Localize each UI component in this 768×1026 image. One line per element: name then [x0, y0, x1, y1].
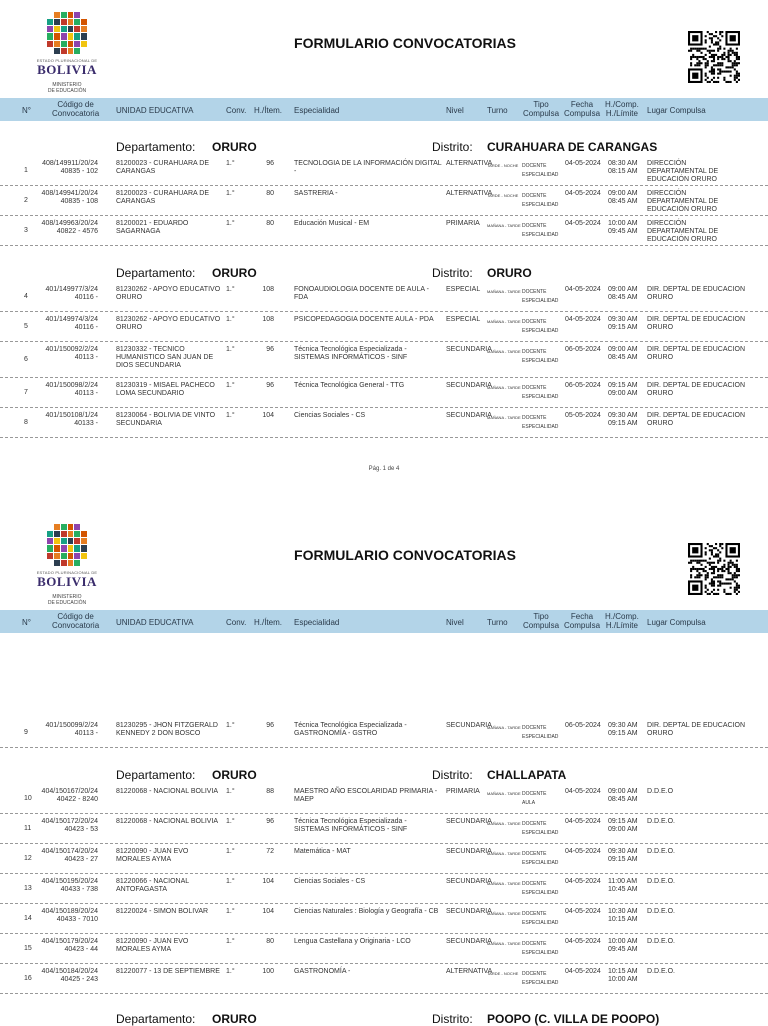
- cell-unidad: 81220024 - SIMON BOLIVAR: [116, 908, 209, 915]
- cell-lugar: DIR. DEPTAL DE EDUCACION ORURO: [647, 316, 746, 331]
- logo-ministerio: MINISTERIO DE EDUCACIÓN: [47, 82, 87, 94]
- table-row: [0, 904, 768, 934]
- cell-lugar: DIRECCIÓN DEPARTAMENTAL DE EDUCACIÓN ORURO: [647, 160, 719, 183]
- cell-hitem: 72: [266, 848, 274, 855]
- cell-hcomp: 10:00 AM 09:45 AM: [608, 938, 638, 953]
- cell-hcomp: 09:00 AM 08:45 AM: [608, 190, 638, 205]
- cell-fecha: 04-05-2024: [565, 878, 601, 885]
- header-fecha: Fecha Compulsa: [564, 100, 601, 118]
- cell-conv: 1.°: [226, 908, 235, 915]
- cell-codigo: 404/150179/20/24 40423 - 44: [41, 938, 98, 953]
- cell-turno: MAÑANA - TARDE: [487, 319, 521, 324]
- cell-lugar: D.D.E.O.: [647, 908, 676, 915]
- cell-lugar: D.D.E.O: [647, 788, 674, 795]
- cell-tipo: DOCENTE ESPECIALIDAD: [522, 385, 559, 400]
- cell-codigo: 404/150195/20/24 40433 - 738: [41, 878, 98, 893]
- cell-conv: 1.°: [226, 316, 235, 323]
- cell-tipo: DOCENTE ESPECIALIDAD: [522, 725, 559, 740]
- logo-bolivia: BOLIVIA: [37, 62, 97, 77]
- cell-especialidad: SASTRERIA -: [294, 190, 338, 197]
- cell-hcomp: 09:30 AM 09:15 AM: [608, 722, 638, 737]
- cell-tipo: DOCENTE ESPECIALIDAD: [522, 223, 559, 238]
- cell-conv: 1.°: [226, 220, 235, 227]
- cell-hitem: 80: [266, 938, 274, 945]
- cell-hcomp: 10:15 AM 10:00 AM: [608, 968, 638, 983]
- cell-n: 8: [24, 419, 28, 426]
- cell-hcomp: 09:00 AM 08:45 AM: [608, 286, 638, 301]
- cell-conv: 1.°: [226, 286, 235, 293]
- cell-n: 12: [24, 855, 32, 862]
- departamento-label: Departamento:: [116, 266, 196, 280]
- cell-hcomp: 09:00 AM 08:45 AM: [608, 788, 638, 803]
- cell-nivel: SECUNDARIA: [446, 818, 492, 825]
- cell-hitem: 96: [266, 160, 274, 167]
- distrito-label: Distrito:: [432, 266, 473, 280]
- departamento-label: Departamento:: [116, 768, 196, 782]
- cell-turno: TARDE - NOCHE: [487, 193, 519, 198]
- distrito-value: ORURO: [487, 266, 532, 280]
- header-tipo: Tipo Compulsa: [523, 100, 560, 118]
- page-title: FORMULARIO CONVOCATORIAS: [294, 547, 516, 563]
- cell-unidad: 81220090 - JUAN EVO MORALES AYMA: [116, 938, 189, 953]
- cell-tipo: DOCENTE ESPECIALIDAD: [522, 971, 559, 986]
- cell-hitem: 96: [266, 382, 274, 389]
- cell-hitem: 108: [262, 286, 274, 293]
- cell-turno: MAÑANA - TARDE: [487, 725, 521, 730]
- cell-codigo: 401/149977/3/24 40116 -: [45, 286, 98, 301]
- table-header: [0, 610, 768, 633]
- cell-hcomp: 09:30 AM 09:15 AM: [608, 316, 638, 331]
- cell-conv: 1.°: [226, 190, 235, 197]
- logo-ministerio: MINISTERIO DE EDUCACIÓN: [47, 594, 87, 606]
- cell-nivel: SECUNDARIA: [446, 722, 492, 729]
- cell-unidad: 81230262 - APOYO EDUCATIVO ORURO: [116, 286, 221, 301]
- cell-tipo: DOCENTE ESPECIALIDAD: [522, 319, 559, 334]
- cell-n: 10: [24, 795, 32, 802]
- distrito-label: Distrito:: [432, 768, 473, 782]
- cell-nivel: SECUNDARIA: [446, 878, 492, 885]
- cell-turno: MAÑANA - TARDE: [487, 821, 521, 826]
- table-row: [0, 844, 768, 874]
- cell-especialidad: PSICOPEDAGOGIA DOCENTE AULA - PDA: [294, 316, 434, 323]
- cell-conv: 1.°: [226, 848, 235, 855]
- cell-tipo: DOCENTE ESPECIALIDAD: [522, 941, 559, 956]
- header-codigo: Código de Convocatoria: [52, 612, 100, 630]
- cell-conv: 1.°: [226, 788, 235, 795]
- cell-conv: 1.°: [226, 160, 235, 167]
- cell-especialidad: MAESTRO AÑO ESCOLARIDAD PRIMARIA - MAEP: [294, 788, 438, 803]
- cell-tipo: DOCENTE ESPECIALIDAD: [522, 163, 559, 178]
- page-title: FORMULARIO CONVOCATORIAS: [294, 35, 516, 51]
- cell-hcomp: 09:30 AM 09:15 AM: [608, 412, 638, 427]
- header-hcomp: H./Comp. H./Límite: [605, 100, 639, 118]
- cell-fecha: 04-05-2024: [565, 160, 601, 167]
- cell-nivel: SECUNDARIA: [446, 938, 492, 945]
- cell-unidad: 81220068 - NACIONAL BOLIVIA: [116, 788, 219, 795]
- cell-tipo: DOCENTE AULA: [522, 791, 547, 806]
- cell-tipo: DOCENTE ESPECIALIDAD: [522, 821, 559, 836]
- cell-codigo: 408/149941/20/24 40835 - 108: [41, 190, 98, 205]
- cell-n: 14: [24, 915, 32, 922]
- cell-lugar: D.D.E.O.: [647, 968, 676, 975]
- cell-especialidad: Ciencias Naturales : Biología y Geografía - CB: [294, 908, 439, 915]
- cell-hcomp: 09:15 AM 09:00 AM: [608, 382, 638, 397]
- cell-n: 2: [24, 197, 28, 204]
- cell-tipo: DOCENTE ESPECIALIDAD: [522, 415, 559, 430]
- logo-estado: ESTADO PLURINACIONAL DE: [36, 58, 98, 63]
- cell-codigo: 401/150098/2/24 40113 -: [45, 382, 98, 397]
- cell-tipo: DOCENTE ESPECIALIDAD: [522, 289, 559, 304]
- cell-n: 1: [24, 167, 28, 174]
- cell-turno: MAÑANA - TARDE: [487, 881, 521, 886]
- table-row: [0, 964, 768, 994]
- cell-hitem: 96: [266, 818, 274, 825]
- cell-lugar: DIR. DEPTAL DE EDUCACION ORURO: [647, 722, 746, 737]
- cell-fecha: 06-05-2024: [565, 382, 601, 389]
- cell-conv: 1.°: [226, 938, 235, 945]
- header-turno: Turno: [487, 106, 508, 115]
- cell-fecha: 04-05-2024: [565, 316, 601, 323]
- cell-especialidad: FONOAUDIOLOGIA DOCENTE DE AULA - FDA: [294, 286, 429, 301]
- cell-fecha: 04-05-2024: [565, 220, 601, 227]
- header-unidad: UNIDAD EDUCATIVA: [116, 106, 194, 115]
- cell-unidad: 81220077 - 13 DE SEPTIEMBRE: [116, 968, 220, 975]
- cell-especialidad: Técnica Tecnológica Especializada - SISTEMAS INFORMÁTICOS - SINF: [294, 346, 408, 361]
- departamento-value: ORURO: [212, 1012, 257, 1026]
- cell-nivel: SECUNDARIA: [446, 908, 492, 915]
- cell-lugar: DIR. DEPTAL DE EDUCACION ORURO: [647, 286, 746, 301]
- cell-lugar: DIRECCIÓN DEPARTAMENTAL DE EDUCACIÓN ORURO: [647, 220, 719, 243]
- cell-n: 9: [24, 729, 28, 736]
- cell-unidad: 81220090 - JUAN EVO MORALES AYMA: [116, 848, 189, 863]
- cell-hitem: 100: [262, 968, 274, 975]
- cell-tipo: DOCENTE ESPECIALIDAD: [522, 193, 559, 208]
- cell-especialidad: Técnica Tecnológica Especializada - SISTEMAS INFORMÁTICOS - SINF: [294, 818, 408, 833]
- header-lugar: Lugar Compulsa: [647, 618, 706, 627]
- header-nivel: Nivel: [446, 618, 464, 627]
- cell-especialidad: Ciencias Sociales - CS: [294, 412, 366, 419]
- header-n: N°: [22, 618, 31, 627]
- cell-turno: MAÑANA - TARDE: [487, 911, 521, 916]
- distrito-label: Distrito:: [432, 140, 473, 154]
- cell-unidad: 81220066 - NACIONAL ANTOFAGASTA: [116, 878, 190, 893]
- coat-of-arms-icon: [47, 524, 87, 566]
- cell-hitem: 104: [262, 908, 274, 915]
- cell-hcomp: 09:15 AM 09:00 AM: [608, 818, 638, 833]
- cell-codigo: 401/150108/1/24 40133 -: [45, 412, 98, 427]
- cell-unidad: 81230332 - TECNICO HUMANISTICO SAN JUAN DE DIOS SECUNDARIA: [116, 346, 214, 369]
- cell-especialidad: Técnica Tecnológica Especializada - GASTRONOMÍA - GSTRO: [294, 722, 407, 737]
- header-especialidad: Especialidad: [294, 618, 340, 627]
- cell-fecha: 04-05-2024: [565, 286, 601, 293]
- cell-n: 5: [24, 323, 28, 330]
- cell-fecha: 04-05-2024: [565, 818, 601, 825]
- cell-fecha: 04-05-2024: [565, 788, 601, 795]
- cell-hitem: 96: [266, 722, 274, 729]
- cell-hcomp: 10:30 AM 10:15 AM: [608, 908, 638, 923]
- cell-especialidad: Matemática - MAT: [294, 848, 351, 855]
- cell-codigo: 401/149974/3/24 40116 -: [45, 316, 98, 331]
- cell-hcomp: 09:30 AM 09:15 AM: [608, 848, 638, 863]
- table-row: [0, 814, 768, 844]
- table-row: [0, 934, 768, 964]
- cell-n: 15: [24, 945, 32, 952]
- logo-bolivia: BOLIVIA: [37, 574, 97, 589]
- cell-unidad: 81200023 - CURAHUARA DE CARANGAS: [116, 190, 209, 205]
- cell-codigo: 404/150174/20/24 40423 - 27: [41, 848, 98, 863]
- header-unidad: UNIDAD EDUCATIVA: [116, 618, 194, 627]
- header-hitem: H./Ítem.: [254, 106, 283, 115]
- cell-conv: 1.°: [226, 722, 235, 729]
- header-nivel: Nivel: [446, 106, 464, 115]
- cell-tipo: DOCENTE ESPECIALIDAD: [522, 881, 559, 896]
- cell-fecha: 04-05-2024: [565, 938, 601, 945]
- table-row: [0, 718, 768, 748]
- cell-lugar: D.D.E.O.: [647, 848, 676, 855]
- cell-tipo: DOCENTE ESPECIALIDAD: [522, 349, 559, 364]
- qr-code-icon: [688, 543, 740, 595]
- header-lugar: Lugar Compulsa: [647, 106, 706, 115]
- cell-turno: MAÑANA - TARDE: [487, 791, 521, 796]
- cell-hcomp: 08:30 AM 08:15 AM: [608, 160, 638, 175]
- cell-fecha: 06-05-2024: [565, 722, 601, 729]
- cell-fecha: 06-05-2024: [565, 346, 601, 353]
- cell-n: 3: [24, 227, 28, 234]
- cell-n: 7: [24, 389, 28, 396]
- cell-unidad: 81200023 - CURAHUARA DE CARANGAS: [116, 160, 209, 175]
- cell-turno: MAÑANA - TARDE: [487, 941, 521, 946]
- cell-nivel: SECUNDARIA: [446, 848, 492, 855]
- cell-tipo: DOCENTE ESPECIALIDAD: [522, 911, 559, 926]
- cell-lugar: D.D.E.O.: [647, 878, 676, 885]
- cell-unidad: 81230262 - APOYO EDUCATIVO ORURO: [116, 316, 221, 331]
- cell-fecha: 05-05-2024: [565, 412, 601, 419]
- departamento-value: ORURO: [212, 266, 257, 280]
- header-hitem: H./Ítem.: [254, 618, 283, 627]
- cell-turno: MAÑANA - TARDE: [487, 415, 521, 420]
- cell-codigo: 404/150172/20/24 40423 - 53: [41, 818, 98, 833]
- cell-codigo: 408/149963/20/24 40822 - 4576: [41, 220, 98, 235]
- header-n: N°: [22, 106, 31, 115]
- cell-hitem: 88: [266, 788, 274, 795]
- departamento-label: Departamento:: [116, 1012, 196, 1026]
- logo: [34, 524, 100, 606]
- cell-hitem: 104: [262, 412, 274, 419]
- cell-hcomp: 11:00 AM 10:45 AM: [608, 878, 638, 893]
- cell-fecha: 04-05-2024: [565, 968, 601, 975]
- cell-conv: 1.°: [226, 382, 235, 389]
- distrito-label: Distrito:: [432, 1012, 473, 1026]
- cell-n: 16: [24, 975, 32, 982]
- cell-turno: MAÑANA - TARDE: [487, 223, 521, 228]
- cell-conv: 1.°: [226, 346, 235, 353]
- page-number: Pág. 1 de 4: [368, 466, 400, 472]
- cell-codigo: 401/150099/2/24 40113 -: [45, 722, 98, 737]
- cell-codigo: 404/150189/20/24 40433 - 7010: [41, 908, 98, 923]
- cell-unidad: 81230064 - BOLIVIA DE VINTO SECUNDARIA: [116, 412, 216, 427]
- cell-nivel: SECUNDARIA: [446, 412, 492, 419]
- cell-hitem: 80: [266, 190, 274, 197]
- cell-unidad: 81230319 - MISAEL PACHECO LOMA SECUNDARIO: [116, 382, 215, 397]
- cell-codigo: 408/149911/20/24 40835 - 102: [42, 160, 98, 175]
- header-conv: Conv.: [226, 618, 247, 627]
- cell-especialidad: Ciencias Sociales - CS: [294, 878, 366, 885]
- cell-fecha: 04-05-2024: [565, 190, 601, 197]
- departamento-value: ORURO: [212, 140, 257, 154]
- cell-especialidad: Educación Musical - EM: [294, 220, 370, 227]
- cell-unidad: 81200021 - EDUARDO SAGARNAGA: [116, 220, 189, 235]
- cell-turno: TARDE - NOCHE: [487, 971, 519, 976]
- cell-turno: MAÑANA - TARDE: [487, 385, 521, 390]
- cell-codigo: 404/150184/20/24 40425 - 243: [41, 968, 98, 983]
- cell-nivel: PRIMARIA: [446, 220, 480, 227]
- cell-hitem: 108: [262, 316, 274, 323]
- cell-nivel: SECUNDARIA: [446, 382, 492, 389]
- header-conv: Conv.: [226, 106, 247, 115]
- header-hcomp: H./Comp. H./Límite: [605, 612, 639, 630]
- cell-nivel: ESPECIAL: [446, 316, 481, 323]
- cell-hitem: 96: [266, 346, 274, 353]
- cell-especialidad: Técnica Tecnológica General - TTG: [294, 382, 405, 389]
- cell-nivel: ALTERNATIVA: [446, 160, 493, 167]
- header-tipo: Tipo Compulsa: [523, 612, 560, 630]
- cell-codigo: 404/150167/20/24 40422 - 8240: [41, 788, 98, 803]
- cell-hitem: 104: [262, 878, 274, 885]
- cell-nivel: ALTERNATIVA: [446, 968, 493, 975]
- departamento-value: ORURO: [212, 768, 257, 782]
- page-2: [0, 0, 768, 512]
- cell-especialidad: TECNOLOGIA DE LA INFORMACIÓN DIGITAL -: [294, 160, 442, 175]
- header-codigo: Código de Convocatoria: [52, 100, 100, 118]
- cell-hcomp: 09:00 AM 08:45 AM: [608, 346, 638, 361]
- cell-lugar: D.D.E.O.: [647, 938, 676, 945]
- cell-hitem: 80: [266, 220, 274, 227]
- cell-lugar: DIR. DEPTAL DE EDUCACION ORURO: [647, 346, 746, 361]
- table-row: [0, 874, 768, 904]
- header-turno: Turno: [487, 618, 508, 627]
- logo-estado: ESTADO PLURINACIONAL DE: [36, 570, 98, 575]
- cell-lugar: DIRECCIÓN DEPARTAMENTAL DE EDUCACIÓN ORURO: [647, 190, 719, 213]
- departamento-label: Departamento:: [116, 140, 196, 154]
- table-row: [0, 784, 768, 814]
- cell-lugar: D.D.E.O.: [647, 818, 676, 825]
- distrito-value: POOPO (C. VILLA DE POOPO): [487, 1012, 660, 1026]
- distrito-value: CURAHUARA DE CARANGAS: [487, 140, 658, 154]
- cell-nivel: ALTERNATIVA: [446, 190, 493, 197]
- cell-especialidad: Lengua Castellana y Originaria - LCO: [294, 938, 411, 945]
- header-especialidad: Especialidad: [294, 106, 340, 115]
- cell-turno: MAÑANA - TARDE: [487, 851, 521, 856]
- cell-turno: TARDE - NOCHE: [487, 163, 519, 168]
- cell-n: 4: [24, 293, 28, 300]
- cell-conv: 1.°: [226, 878, 235, 885]
- cell-unidad: 81220068 - NACIONAL BOLIVIA: [116, 818, 219, 825]
- cell-fecha: 04-05-2024: [565, 848, 601, 855]
- cell-especialidad: GASTRONOMÍA -: [294, 968, 351, 975]
- cell-hcomp: 10:00 AM 09:45 AM: [608, 220, 638, 235]
- cell-lugar: DIR. DEPTAL DE EDUCACION ORURO: [647, 382, 746, 397]
- cell-conv: 1.°: [226, 412, 235, 419]
- cell-nivel: ESPECIAL: [446, 286, 481, 293]
- cell-n: 11: [24, 825, 32, 832]
- distrito-value: CHALLAPATA: [487, 768, 567, 782]
- cell-turno: MAÑANA - TARDE: [487, 289, 521, 294]
- cell-fecha: 04-05-2024: [565, 908, 601, 915]
- cell-n: 6: [24, 356, 28, 363]
- cell-turno: MAÑANA - TARDE: [487, 349, 521, 354]
- cell-codigo: 401/150092/2/24 40113 -: [45, 346, 98, 361]
- cell-n: 13: [24, 885, 32, 892]
- cell-conv: 1.°: [226, 968, 235, 975]
- cell-nivel: SECUNDARIA: [446, 346, 492, 353]
- header-fecha: Fecha Compulsa: [564, 612, 601, 630]
- cell-nivel: PRIMARIA: [446, 788, 480, 795]
- cell-conv: 1.°: [226, 818, 235, 825]
- cell-unidad: 81230295 - JHON FITZGERALD KENNEDY 2 DON BOSCO: [116, 722, 218, 737]
- cell-tipo: DOCENTE ESPECIALIDAD: [522, 851, 559, 866]
- cell-lugar: DIR. DEPTAL DE EDUCACION ORURO: [647, 412, 746, 427]
